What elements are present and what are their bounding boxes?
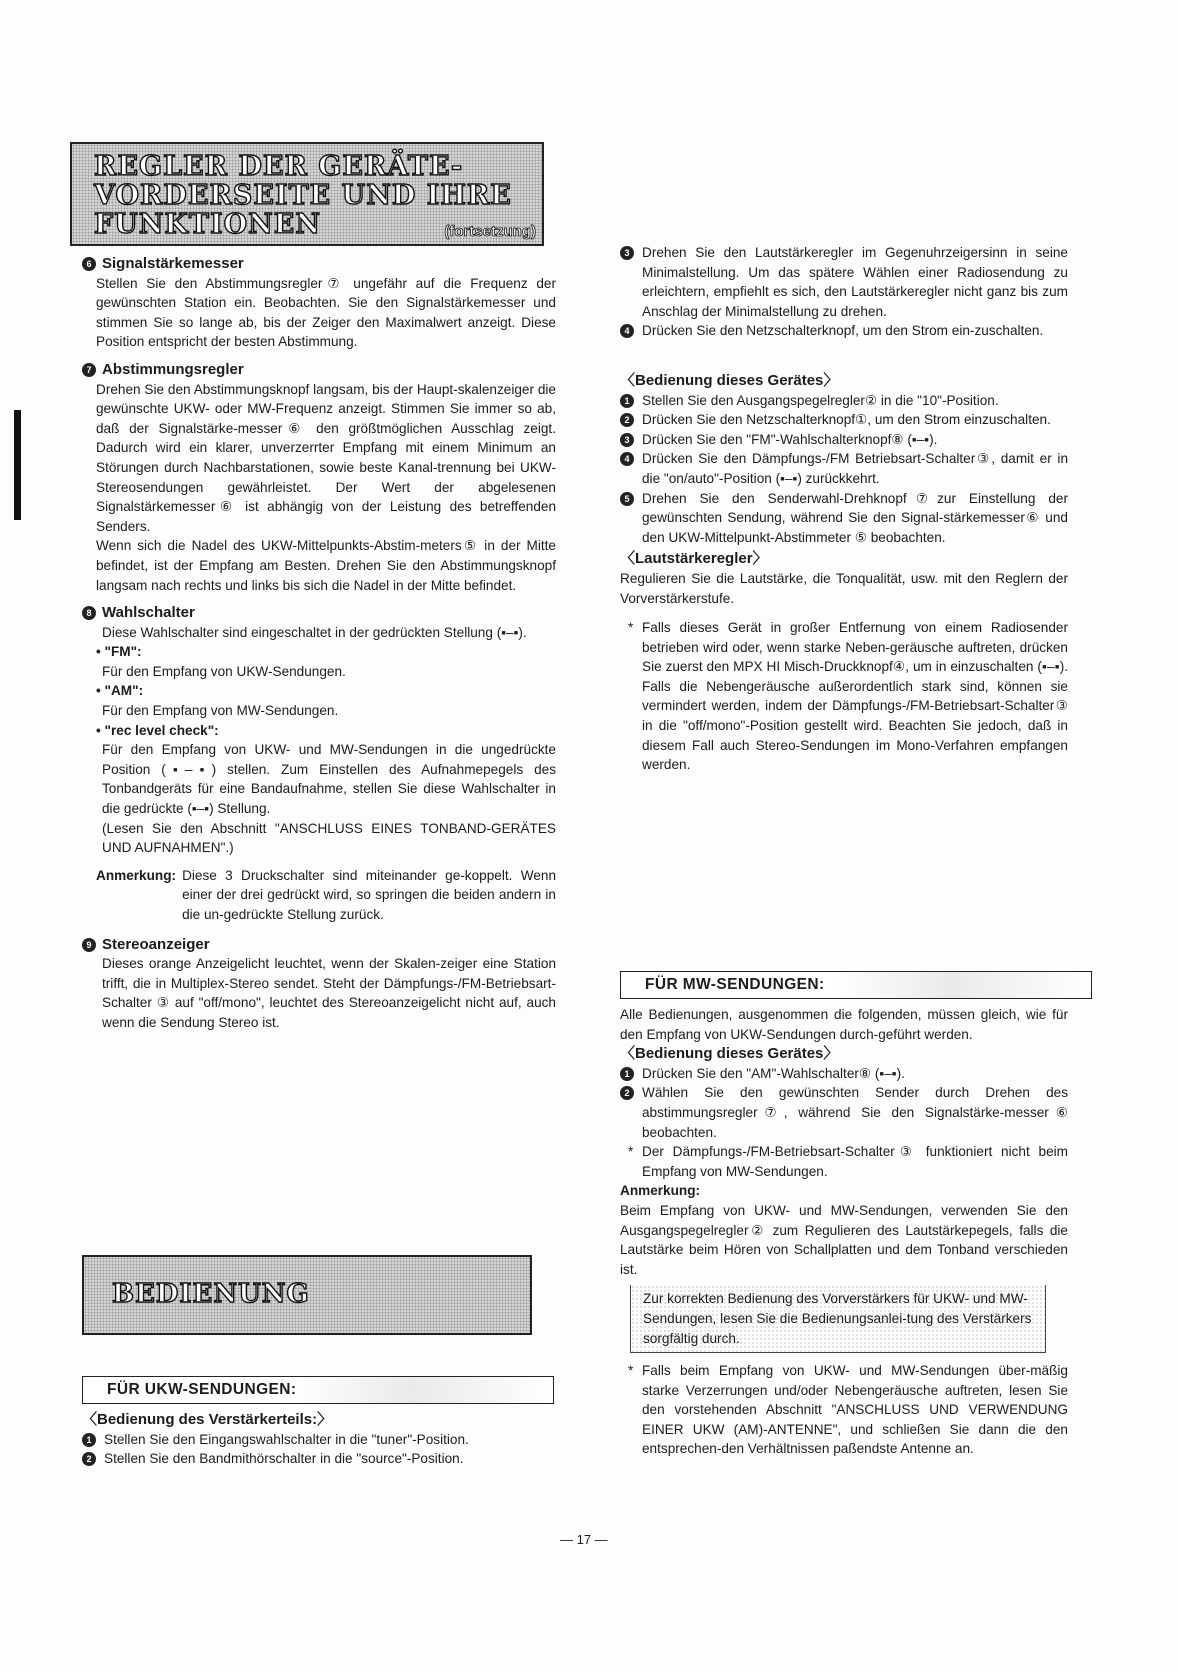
- list-item: [620, 489, 1068, 548]
- section-heading: Wahlschalter: [102, 604, 195, 622]
- step-number: 5: [620, 492, 634, 506]
- lautstaerke-text: Regulieren Sie die Lautstärke, die Tonqualität, usw. mit den Reglern der Vorverstärkerstufe.: [620, 570, 1068, 606]
- section-text: Stellen Sie den Abstimmungsregler⑦ ungefähr auf die Frequenz der gewünschten Station ein. Beobachten. Sie den Signalstärkemesser und stimmen Sie so lange ab, bis der Zeiger den Maximalwert anzeigt. Diese Position entspricht der besten Abstimmung.: [96, 275, 556, 350]
- antenna-footnote: * Falls beim Empfang von UKW- und MW-Sendungen über-mäßig starke Verzerrungen und/oder Nebengeräusche auftreten, lesen Sie den vorstehenden Abschnitt "ANSCHLUSS UND VERWENDUNG EINER UKW (AM)-ANTENNE", und schließen Sie dann die den entsprechen-den Verhältnissen paßendste Antenne an.: [620, 1361, 1068, 1459]
- section-signalstaerkemesser: [82, 254, 556, 352]
- step-text: Wählen Sie den gewünschten Sender durch Drehen des abstimmungsregler⑦, während Sie den Signalstärke-messer⑥ beobachten.: [642, 1085, 1068, 1140]
- note-label: Anmerkung:: [96, 867, 177, 883]
- step-number: 1: [82, 1433, 96, 1447]
- note-block: [96, 866, 556, 925]
- step-number: 1: [620, 1067, 634, 1081]
- list-item: [620, 321, 1068, 341]
- side-tab-marker: [14, 410, 21, 520]
- section-text: Diese Wahlschalter sind eingeschaltet in der gedrückten Stellung (▪‒▪).: [102, 624, 527, 640]
- mw-intro: Alle Bedienungen, ausgenommen die folgenden, müssen gleich, wie für den Empfang von UKW-Sendungen durch-geführt werden.: [620, 1007, 1068, 1042]
- section-stereoanzeiger: [82, 935, 556, 1033]
- mw-section: [620, 1005, 1068, 1459]
- step-number: 2: [620, 413, 634, 427]
- left-column: [82, 254, 556, 1033]
- step-number: 3: [620, 433, 634, 447]
- list-item: [620, 391, 1068, 411]
- list-item: [620, 449, 1068, 488]
- section-heading: Signalstärkemesser: [102, 255, 244, 272]
- list-item: [620, 243, 1068, 321]
- mw-subheading: 〈Bedienung dieses Gerätes〉: [620, 1045, 839, 1063]
- note-label: Anmerkung:: [620, 1183, 701, 1199]
- option-label-fm: • "FM":: [96, 644, 142, 660]
- section-number: 9: [82, 938, 96, 952]
- step-number: 3: [620, 246, 634, 260]
- lautstaerke-subheading: 〈Lautstärkeregler〉: [620, 550, 768, 568]
- note-text: Beim Empfang von UKW- und MW-Sendungen, verwenden Sie den Ausgangspegelregler② zum Regulieren des Lautstärkepegels, falls die Lautstärke beim Hören von Schallplatten und dem Tonband verschieden ist.: [620, 1202, 1068, 1277]
- bedienung-title-box: [82, 1255, 532, 1335]
- list-item: [82, 1430, 528, 1450]
- section-number: 8: [82, 606, 96, 620]
- mw-footnote: * Der Dämpfungs-/FM-Betriebsart-Schalter③ funktioniert nicht beim Empfang von MW-Sendungen.: [620, 1142, 1068, 1181]
- step-number: 2: [82, 1452, 96, 1466]
- ukw-section-bar: FÜR UKW-SENDUNGEN:: [82, 1376, 554, 1404]
- list-item: [620, 430, 1068, 450]
- title-line-2: VORDERSEITE UND IHRE: [94, 180, 512, 211]
- section-text: Drehen Sie den Abstimmungsknopf langsam, bis der Haupt-skalenzeiger die gewünschte UKW- oder MW-Frequenz anzeigt. Stimmen Sie immer so ab, daß der Signalstärke-messer⑥ den größtmöglichen Ausschlag zeigt. Dadurch wird ein klarer, unverzerrter Empfang mit einem Minimum an Störungen durch Nachbarstationen, sowie beste Kanal-trennung bei UKW-Stereosendungen gewährleistet. Der Wert der abgelesenen Signalstärkemesser⑥ ist abhängig von der Leistung des betreffenden Senders.: [96, 381, 556, 534]
- page-number: — 17 —: [560, 1532, 608, 1547]
- section-title-box: [70, 142, 544, 246]
- section-number: 7: [82, 363, 96, 377]
- option-label-rec: • "rec level check":: [96, 722, 219, 738]
- section-text: Wenn sich die Nadel des UKW-Mittelpunkts-Abstim-meters⑤ in der Mitte befindet, ist der Empfang am Besten. Drehen Sie den Abstimmungsknopf langsam nach rechts und links bis sich die Nadel in der Mitte befindet.: [96, 538, 556, 593]
- title-line-3: FUNKTIONEN: [94, 209, 322, 240]
- note-text: Diese 3 Druckschalter sind miteinander ge-koppelt. Wenn einer der drei gedrückt wird, so springen die beiden andern in die un-gedrückte Stellung zurück.: [182, 867, 556, 922]
- step-number: 1: [620, 394, 634, 408]
- step-number: 4: [620, 452, 634, 466]
- ukw-subheading: 〈Bedienung des Verstärkerteils:〉: [82, 1411, 333, 1428]
- section-heading: Abstimmungsregler: [102, 360, 244, 378]
- step-text: Drücken Sie den Dämpfungs-/FM Betriebsart-Schalter③, damit er in die "on/auto"-Position (▪‒▪) zurückkehrt.: [642, 451, 1068, 486]
- option-text-rec: Für den Empfang von UKW- und MW-Sendungen in die ungedrückte Position (▪‒▪) stellen. Zum Einstellen des Aufnahmepegels des Tonbandgeräts für eine Bandaufnahme, stellen Sie diese Wahlschalter in die gedrückte (▪‒▪) Stellung.: [102, 742, 556, 817]
- step-text: Stellen Sie den Eingangswahlschalter in die "tuner"-Position.: [104, 1431, 469, 1447]
- right-column: [620, 243, 1068, 775]
- option-label-am: • "AM":: [96, 683, 144, 699]
- ukw-section: [82, 1410, 528, 1469]
- amplifier-note-box: Zur korrekten Bedienung des Vorverstärkers für UKW- und MW-Sendungen, lesen Sie die Bedienungsanlei-tung des Verstärkers sorgfältig durch.: [630, 1285, 1046, 1353]
- step-text: Drücken Sie den "AM"-Wahlschalter⑧ (▪‒▪).: [642, 1065, 905, 1081]
- step-text: Stellen Sie den Bandmithörschalter in die "source"-Position.: [104, 1451, 464, 1467]
- list-item: [620, 410, 1068, 430]
- list-item: [620, 1064, 1068, 1084]
- step-number: 4: [620, 324, 634, 338]
- step-text: Drehen Sie den Senderwahl-Drehknopf⑦zur Einstellung der gewünschten Sendung, während Sie den Signal-stärkemesser⑥ und den UKW-Mittelpunkt-Abstimmeter ⑤ beobachten.: [642, 490, 1068, 545]
- title-line-1: REGLER DER GERÄTE-: [94, 151, 464, 182]
- geraet-subheading: 〈Bedienung dieses Gerätes〉: [620, 371, 839, 389]
- step-text: Drücken Sie den Netzschalterknopf, um den Strom ein-zuschalten.: [642, 323, 1044, 339]
- section-number: 6: [82, 257, 96, 271]
- option-text-am: Für den Empfang von MW-Sendungen.: [102, 703, 339, 719]
- list-item: [620, 1083, 1068, 1142]
- option-text-fm: Für den Empfang von UKW-Sendungen.: [102, 663, 346, 679]
- step-text: Drehen Sie den Lautstärkeregler im Gegenuhrzeigersinn in seine Minimalstellung. Um das spätere Wählen einer Radiosendung zu erleichtern, empfiehlt es sich, den Lautstärkeregler nicht ganz bis zum Anschlag der Minimalstellung zu drehen.: [642, 245, 1068, 319]
- section-text: Dieses orange Anzeigelicht leuchtet, wenn der Skalen-zeiger eine Station trifft, die in Multiplex-Stereo sendet. Steht der Dämpfungs-/FM-Betriebsart-Schalter ③ auf "off/mono", leuchtet des Stereoanzeigelicht nicht auf, auch wenn die Sendung Stereo ist.: [102, 956, 556, 1030]
- bedienung-title: BEDIENUNG: [112, 1279, 310, 1309]
- cross-reference: (Lesen Sie den Abschnitt "ANSCHLUSS EINES TONBAND-GERÄTES UND AUFNAHMEN".): [102, 820, 556, 856]
- section-heading: Stereoanzeiger: [102, 935, 210, 953]
- section-wahlschalter: [82, 603, 556, 925]
- title-subtitle: (fortsetzung): [444, 223, 536, 240]
- list-item: [82, 1449, 528, 1469]
- lautstaerke-footnote: * Falls dieses Gerät in großer Entfernung von einem Radiosender betrieben wird oder, wenn starke Neben-geräusche auftreten, drücken Sie zuerst den MPX HI Misch-Druckknopf④, um in einzuschalten (▪‒▪). Falls die Nebengeräusche außerordentlich stark sind, können sie vermindert werden, indem der Dämpfungs-/FM-Betriebsart-Schalter③ in die "off/mono"-Position gestellt wird. Beachten Sie jedoch, daß in diesem Fall auch Stereo-Sendungen im Mono-Verfahren empfangen werden.: [620, 618, 1068, 775]
- section-abstimmungsregler: [82, 360, 556, 595]
- mw-section-bar: FÜR MW-SENDUNGEN:: [620, 971, 1092, 999]
- step-number: 2: [620, 1086, 634, 1100]
- step-text: Drücken Sie den "FM"-Wahlschalterknopf⑧ (▪‒▪).: [642, 431, 938, 447]
- step-text: Drücken Sie den Netzschalterknopf①, um den Strom einzuschalten.: [642, 412, 1051, 428]
- step-text: Stellen Sie den Ausgangspegelregler② in die "10"-Position.: [642, 392, 999, 408]
